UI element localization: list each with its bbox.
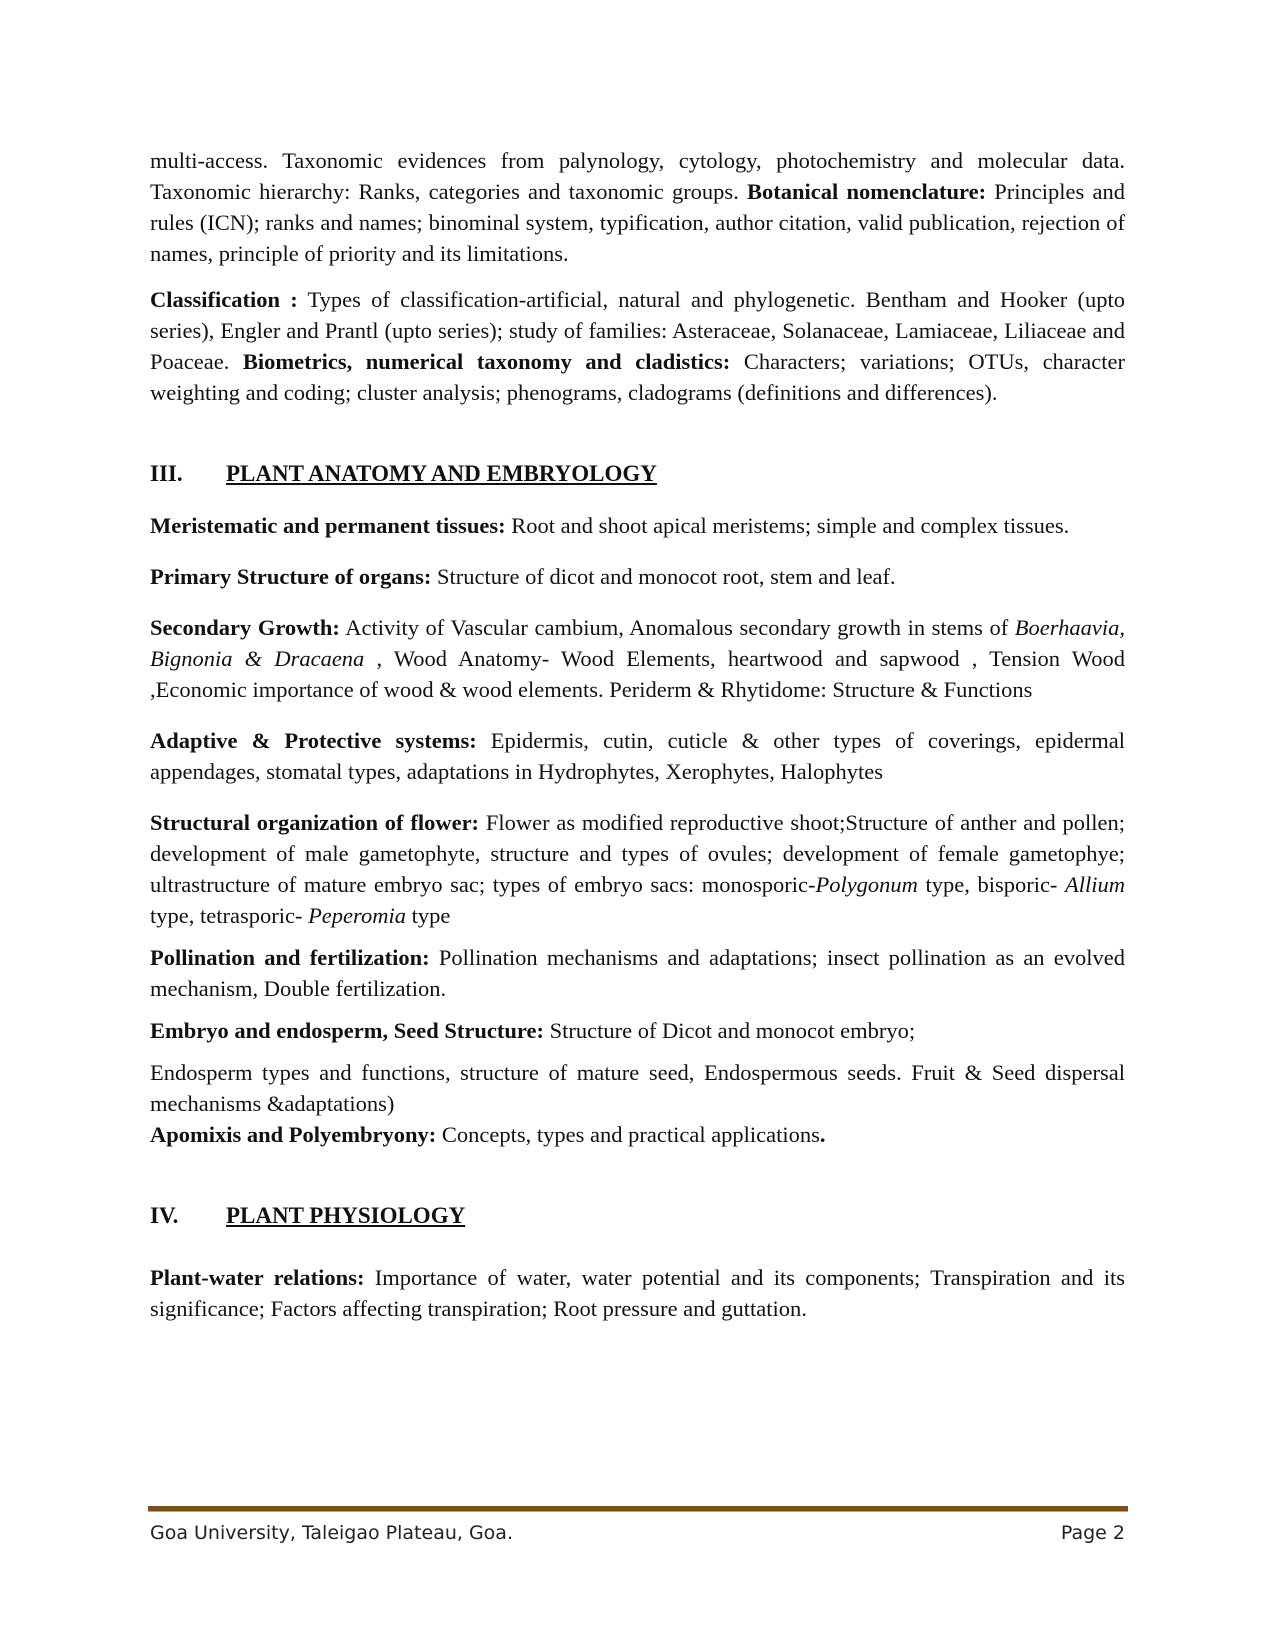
text: type, bisporic- <box>917 872 1065 897</box>
paragraph-endosperm <box>150 1057 1125 1119</box>
section-heading-iv <box>150 1200 1125 1231</box>
paragraph-meristematic <box>150 510 1125 541</box>
footer-institution: Goa University, Taleigao Plateau, Goa. <box>150 1522 513 1544</box>
paragraph-primary-structure <box>150 561 1125 592</box>
paragraph-apomixis <box>150 1119 1125 1150</box>
text: Epidermis, cutin, cuticle & other types of coverings, epidermal appendages, stomatal types, adaptations in Hydrophytes, Xerophytes, Halophytes <box>150 728 1125 784</box>
paragraph-adaptive-systems <box>150 725 1125 787</box>
text: , Wood Anatomy- Wood Elements, heartwood and sapwood , Tension Wood ,Economic importance of wood & wood elements. Periderm & Rhytidome: Structure & Functions <box>150 646 1125 702</box>
term: Apomixis and Polyembryony: <box>150 1122 437 1147</box>
section-title: PLANT PHYSIOLOGY <box>226 1203 466 1228</box>
text: Root and shoot apical meristems; simple and complex tissues. <box>505 513 1070 538</box>
term: Structural organization of flower: <box>150 810 480 835</box>
term: Pollination and fertilization: <box>150 945 430 970</box>
italic-genus: Allium <box>1065 872 1125 897</box>
period: . <box>819 1122 826 1147</box>
term-biometrics: Biometrics, numerical taxonomy and cladistics: <box>242 349 731 374</box>
text: Endosperm types and functions, structure of mature seed, Endospermous seeds. Fruit & Seed dispersal mechanisms &adaptations) <box>150 1060 1125 1116</box>
page-content <box>150 145 1125 1324</box>
text: Structure of dicot and monocot root, stem and leaf. <box>431 564 896 589</box>
section-number: IV. <box>150 1203 179 1228</box>
paragraph-pollination <box>150 942 1125 1004</box>
footer <box>150 1522 1125 1544</box>
text: Pollination mechanisms and adaptations; insect pollination as an evolved mechanism, Double fertilization. <box>150 945 1125 1001</box>
text: multi-access. Taxonomic evidences from palynology, cytology, photochemistry and molecular data. Taxonomic hierarchy: Ranks, categories and taxonomic groups. <box>150 148 1125 204</box>
paragraph-classification <box>150 284 1125 408</box>
italic-genus: Polygonum <box>815 872 918 897</box>
footer-rule <box>148 1506 1128 1512</box>
text: Types of classification-artificial, natural and phylogenetic. Bentham and Hooker (upto series), Engler and Prantl (upto series); study of families: Asteraceae, Solanaceae, Lamiaceae, Liliaceae and Poaceae. <box>150 287 1125 374</box>
text: Concepts, types and practical applications <box>436 1122 820 1147</box>
text: Principles and rules (ICN); ranks and names; binominal system, typification, author citation, valid publication, rejection of names, principle of priority and its limitations. <box>150 179 1125 266</box>
paragraph-flower-structure <box>150 807 1125 931</box>
section-heading-iii <box>150 458 1125 489</box>
paragraph-plant-water <box>150 1262 1125 1324</box>
text: type <box>405 903 451 928</box>
paragraph-secondary-growth <box>150 612 1125 705</box>
term-classification: Classification : <box>150 287 298 312</box>
section-title: PLANT ANATOMY AND EMBRYOLOGY <box>226 461 657 486</box>
text: Activity of Vascular cambium, Anomalous secondary growth in stems of <box>339 615 1015 640</box>
text: type, tetrasporic- <box>150 903 309 928</box>
term: Secondary Growth: <box>150 615 340 640</box>
section-number: III. <box>150 461 183 486</box>
term: Meristematic and permanent tissues: <box>150 513 506 538</box>
term: Plant-water relations: <box>150 1265 365 1290</box>
term: Embryo and endosperm, Seed Structure: <box>150 1018 544 1043</box>
italic-genera: Boerhaavia, Bignonia & Dracaena <box>150 615 1125 671</box>
italic-genus: Peperomia <box>308 903 406 928</box>
paragraph-embryo <box>150 1015 1125 1046</box>
term-botanical-nomenclature: Botanical nomenclature: <box>747 179 987 204</box>
text: Importance of water, water potential and its components; Transpiration and its significance; Factors affecting transpiration; Root pressure and guttation. <box>150 1265 1125 1321</box>
term: Primary Structure of organs: <box>150 564 432 589</box>
text: Structure of Dicot and monocot embryo; <box>543 1018 916 1043</box>
text: Characters; variations; OTUs, character weighting and coding; cluster analysis; phenograms, cladograms (definitions and differences). <box>150 349 1125 405</box>
paragraph-taxonomy <box>150 145 1125 269</box>
page-number: Page 2 <box>1060 1522 1125 1544</box>
text: Flower as modified reproductive shoot;Structure of anther and pollen; development of male gametophyte, structure and types of ovules; development of female gametophye; ultrastructure of mature embryo sac; types of embryo sacs: monosporic- <box>150 810 1125 897</box>
term: Adaptive & Protective systems: <box>150 728 477 753</box>
